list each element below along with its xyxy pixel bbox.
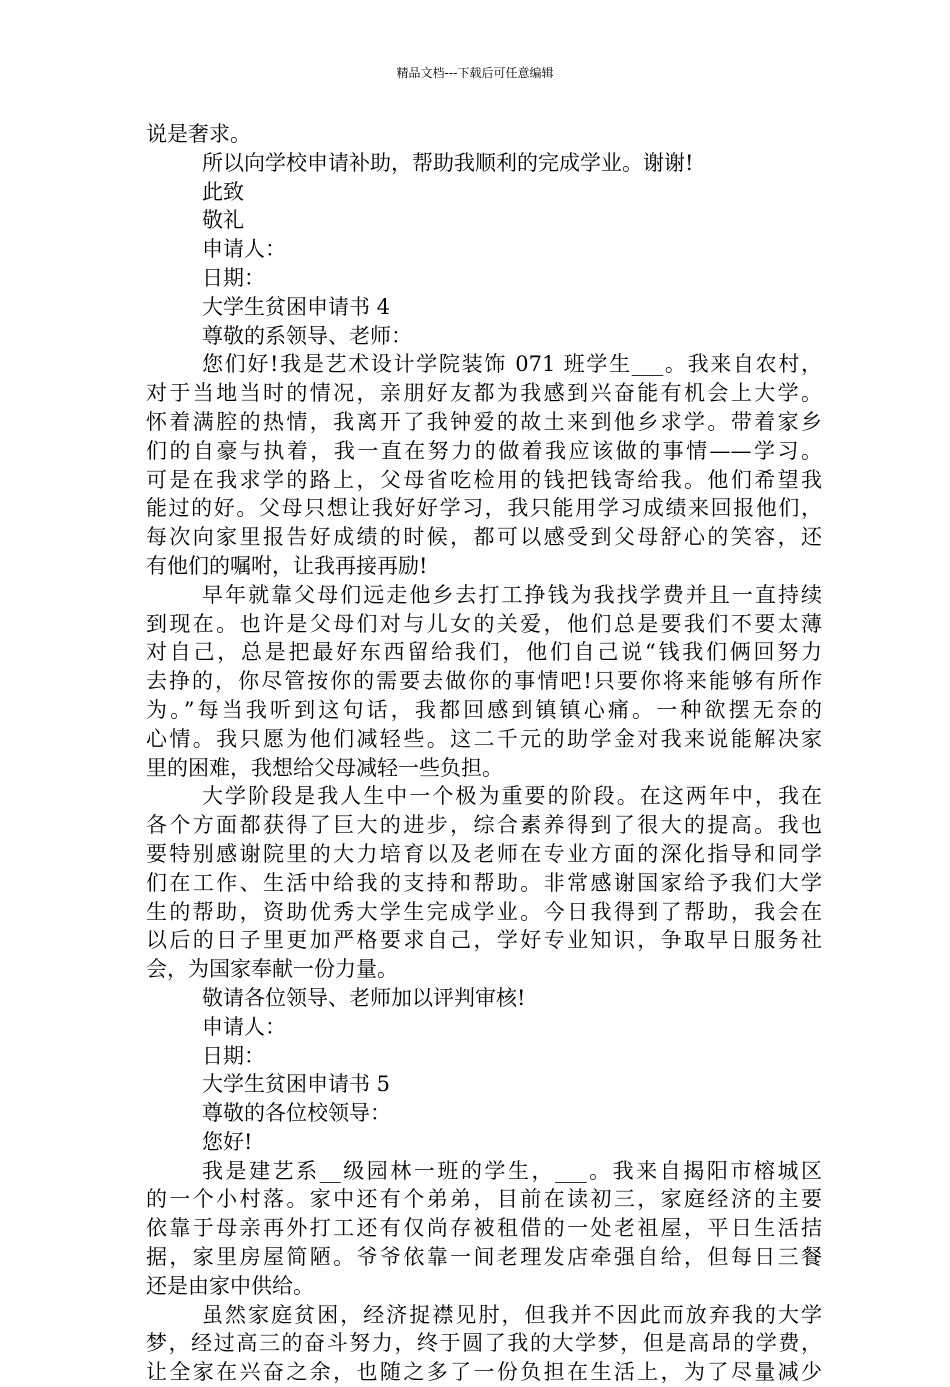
text-line: 里的困难，我想给父母减轻一些负担。 <box>146 755 503 780</box>
text-line: 您好! <box>202 1129 253 1154</box>
text-line: 要特别感谢院里的大力培育以及老师在专业方面的深化指导和同学 <box>146 841 822 866</box>
text-line: 敬礼 <box>202 208 244 233</box>
text-line: 让全家在兴奋之余，也随之多了一份负担在生活上，为了尽量减少 <box>146 1360 822 1385</box>
text-line: 可是在我求学的路上，父母省吃检用的钱把钱寄给我。他们希望我 <box>146 467 822 492</box>
text-line: 以后的日子里更加严格要求自己，学好专业知识，争取早日服务社 <box>146 928 822 953</box>
text-line: 为。”每当我听到这句话，我都回感到镇镇心痛。一种欲摆无奈的 <box>146 697 822 722</box>
text-line: 心情。我只愿为他们减轻些。这二千元的助学金对我来说能解决家 <box>146 726 822 751</box>
text-line: 日期： <box>202 1043 265 1068</box>
text-line: 们在工作、生活中给我的支持和帮助。非常感谢国家给予我们大学 <box>146 870 822 895</box>
text-line: 您们好!我是艺术设计学院装饰 071 班学生___。我来自农村， <box>202 352 822 377</box>
text-line: 尊敬的各位校领导： <box>202 1101 391 1126</box>
text-line: 申请人： <box>202 237 286 262</box>
text-line: 各个方面都获得了巨大的进步，综合素养得到了很大的提高。我也 <box>146 813 822 838</box>
text-line: 此致 <box>202 179 244 204</box>
text-line: 还是由家中供给。 <box>146 1273 314 1298</box>
text-line: 早年就靠父母们远走他乡去打工挣钱为我找学费并且一直持续 <box>202 582 822 607</box>
text-line: 到现在。也许是父母们对与儿女的关爱，他们总是要我们不要太薄 <box>146 611 822 636</box>
text-line: 每次向家里报告好成绩的时候，都可以感受到父母舒心的笑容，还 <box>146 525 822 550</box>
text-line: 大学生贫困申请书 5 <box>202 1072 391 1097</box>
text-line: 有他们的嘱咐，让我再接再励! <box>146 553 428 578</box>
text-line: 怀着满腔的热情，我离开了我钟爱的故土来到他乡求学。带着家乡 <box>146 409 822 434</box>
text-line: 梦，经过高三的奋斗努力，终于圆了我的大学梦，但是高昂的学费， <box>146 1331 822 1356</box>
text-line: 据，家里房屋简陋。爷爷依靠一间老理发店牵强自给，但每日三餐 <box>146 1245 822 1270</box>
text-line: 生的帮助，资助优秀大学生完成学业。今日我得到了帮助，我会在 <box>146 899 822 924</box>
text-line: 们的自豪与执着，我一直在努力的做着我应该做的事情——学习。 <box>146 438 822 463</box>
text-line: 对自己，总是把最好东西留给我们，他们自己说“钱我们俩回努力 <box>146 640 822 665</box>
text-line: 会，为国家奉献一份力量。 <box>146 957 398 982</box>
text-line: 日期： <box>202 265 265 290</box>
document-body <box>146 120 822 1387</box>
text-line: 大学阶段是我人生中一个极为重要的阶段。在这两年中，我在 <box>202 784 822 809</box>
text-line: 的一个小村落。家中还有个弟弟，目前在读初三，家庭经济的主要 <box>146 1187 822 1212</box>
text-line: 去挣的，你尽管按你的需要去做你的事情吧!只要你将来能够有所作 <box>146 669 822 694</box>
page-header: 精品文档---下载后可任意编辑 <box>396 66 554 80</box>
text-line: 能过的好。父母只想让我好好学习，我只能用学习成绩来回报他们， <box>146 496 822 521</box>
text-line: 说是奢求。 <box>146 122 251 146</box>
text-line: 大学生贫困申请书 4 <box>202 294 391 319</box>
text-line: 所以向学校申请补助，帮助我顺利的完成学业。谢谢! <box>202 150 694 175</box>
text-line: 依靠于母亲再外打工还有仅尚存被租借的一处老祖屋，平日生活拮 <box>146 1216 822 1241</box>
text-line: 申请人： <box>202 1014 286 1039</box>
text-line: 敬请各位领导、老师加以评判审核! <box>202 985 526 1010</box>
text-line: 虽然家庭贫困，经济捉襟见肘，但我并不因此而放弃我的大学 <box>202 1302 822 1327</box>
text-line: 尊敬的系领导、老师： <box>202 323 412 348</box>
text-line: 我是建艺系__级园林一班的学生，___。我来自揭阳市榕城区 <box>202 1158 822 1183</box>
text-line: 对于当地当时的情况，亲朋好友都为我感到兴奋能有机会上大学。 <box>146 381 822 406</box>
